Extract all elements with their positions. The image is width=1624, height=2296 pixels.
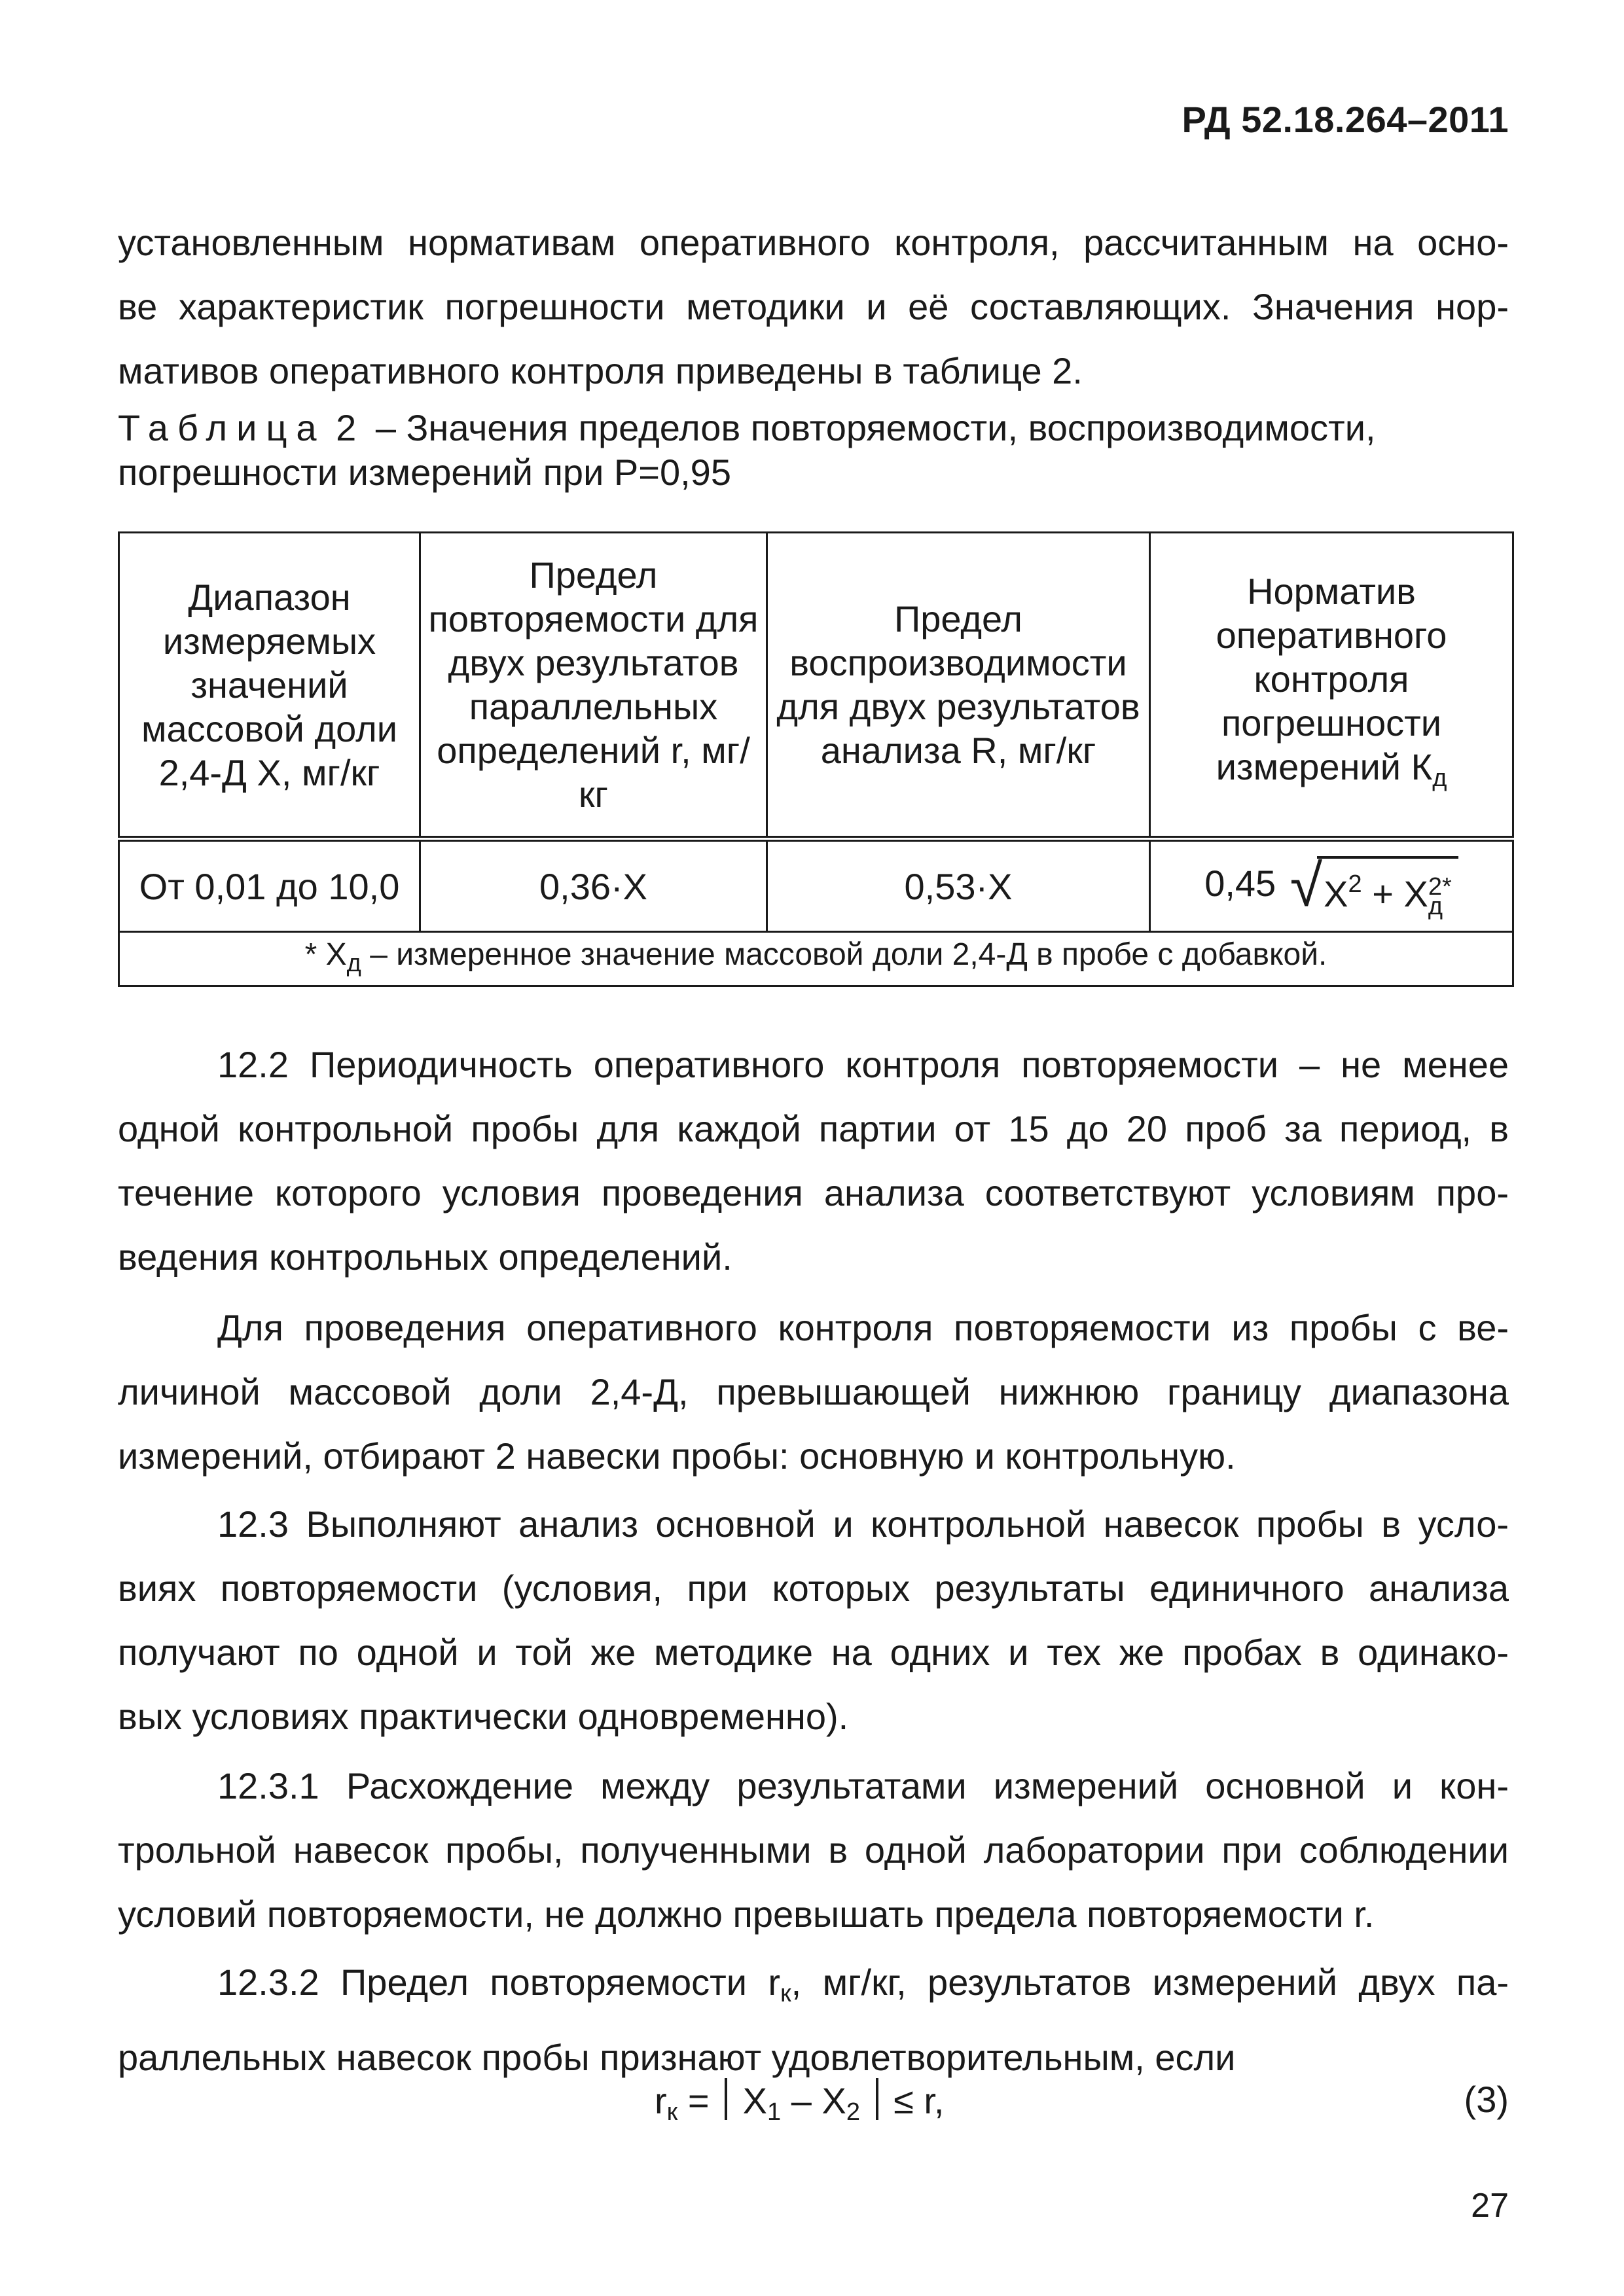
- header-norm-text: Норматив оперативного контроля погрешности измерений К: [1216, 570, 1447, 787]
- text-line: мативов оперативного контроля приведены в таблице 2.: [118, 350, 1083, 391]
- table-caption-text-2: погрешности измерений при Р=0,95: [118, 452, 731, 493]
- table-caption-number: 2: [336, 407, 366, 448]
- formula-x1-sub: 1: [767, 2098, 782, 2126]
- page-number: 27: [1471, 2187, 1509, 2225]
- sub-xd: д: [1428, 893, 1443, 921]
- header-repeatability: Предел повторяемости для двух результатов параллельных определений r, мг/кг: [420, 533, 767, 839]
- footnote-sub: д: [346, 949, 361, 977]
- table-caption-label: Таблица: [118, 407, 326, 448]
- text-line: условий повторяемости, не должно превышать предела повторяемости r.: [118, 1893, 1375, 1935]
- text-line: ведения контрольных определений.: [118, 1236, 732, 1278]
- abs-bar-left: [725, 2078, 727, 2120]
- text-line: раллельных навесок пробы признают удовлетворительным, если: [118, 2037, 1236, 2078]
- plus-sign: +: [1372, 872, 1394, 914]
- table-header-row: [119, 533, 1513, 839]
- text-line: 12.2 Периодичность оперативного контроля повторяемости – не менее: [217, 1044, 1509, 1085]
- header-range: Диапазон измеряемых значений массовой доли 2,4-Д X, мг/кг: [119, 533, 420, 839]
- footnote-x: X: [325, 937, 347, 972]
- xd-indices: [1428, 873, 1452, 921]
- table-footnote-row: [119, 932, 1513, 986]
- formula-minus: –: [791, 2080, 812, 2121]
- text-line: виях повторяемости (условия, при которых результаты единичного анализа: [118, 1568, 1509, 1609]
- cell-repeatability: 0,36·X: [420, 839, 767, 932]
- table-caption: [118, 406, 1509, 495]
- text-line: 12.3.1 Расхождение между результатами измерений основной и кон-: [217, 1765, 1509, 1806]
- text-line: 12.3 Выполняют анализ основной и контрольной навесок пробы в усло-: [217, 1503, 1509, 1545]
- header-reproducibility: Предел воспроизводимости для двух результатов анализа R, мг/кг: [767, 533, 1150, 839]
- sqrt-sign-icon: √: [1290, 853, 1323, 919]
- document-code: РД 52.18.264–2011: [1182, 99, 1509, 140]
- cell-norm-formula: [1150, 839, 1513, 932]
- text-fragment: 12.3.2 Предел повторяемости r: [217, 1962, 781, 2003]
- text-line: ве характеристик погрешности методики и её составляющих. Значения нор-: [118, 286, 1509, 327]
- text-line: Для проведения оперативного контроля повторяемости из пробы с ве-: [217, 1307, 1509, 1348]
- var-xd: X: [1403, 872, 1428, 914]
- radicand: [1317, 856, 1458, 921]
- formula-x2-sub: 2: [846, 2098, 860, 2126]
- text-line: трольной навесок пробы, полученными в одной лаборатории при соблюдении: [118, 1829, 1509, 1871]
- table-row: [119, 839, 1513, 932]
- paragraph-12-3: [118, 1492, 1509, 1749]
- formula-lhs: r: [655, 2080, 667, 2121]
- formula-eq: =: [687, 2080, 710, 2121]
- pow-xd: 2*: [1428, 873, 1452, 901]
- text-line: измерений, отбирают 2 навески пробы: основную и контрольную.: [118, 1435, 1236, 1477]
- paragraph-12-3-2: [118, 1950, 1509, 2090]
- text-fragment: , мг/кг, результатов измерений двух па-: [791, 1962, 1509, 2003]
- text-line: получают по одной и той же методике на одних и тех же пробах в одинако-: [118, 1632, 1509, 1673]
- abs-bar-right: [876, 2078, 878, 2120]
- formula-3: [655, 2078, 945, 2126]
- paragraph-12-2: [118, 1033, 1509, 1289]
- norm-coefficient: 0,45: [1204, 862, 1276, 904]
- formula-x1: X: [742, 2080, 768, 2121]
- paragraph-12-3-1: [118, 1754, 1509, 1946]
- formula-number: (3): [1464, 2079, 1509, 2120]
- formula-le: ≤: [893, 2080, 914, 2121]
- cell-range: От 0,01 до 10,0: [119, 839, 420, 932]
- table-footnote: [119, 932, 1513, 986]
- header-norm-sub: д: [1432, 764, 1447, 792]
- formula-rhs: r,: [924, 2080, 945, 2121]
- norms-table: [118, 531, 1514, 987]
- footnote-text: – измеренное значение массовой доли 2,4-Д в пробе с добавкой.: [370, 937, 1327, 972]
- header-norm: [1150, 533, 1513, 839]
- table-caption-dash: –: [375, 407, 397, 448]
- sqrt-expression: [1286, 853, 1458, 921]
- text-line: одной контрольной пробы для каждой партии от 15 до 20 проб за период, в: [118, 1108, 1509, 1149]
- text-line: течение которого условия проведения анализа соответствуют условиям про-: [118, 1172, 1509, 1213]
- text-line: личиной массовой доли 2,4-Д, превышающей нижнюю границу диапазона: [118, 1371, 1509, 1412]
- var-x: X: [1324, 872, 1348, 914]
- text-line: [118, 1950, 1509, 2026]
- intro-paragraph: [118, 211, 1509, 403]
- footnote-star: *: [304, 937, 317, 972]
- text-line: вых условиях практически одновременно).: [118, 1696, 849, 1737]
- formula-x2: X: [821, 2080, 846, 2121]
- cell-reproducibility: 0,53·X: [767, 839, 1150, 932]
- paragraph-sampling: [118, 1296, 1509, 1488]
- formula-lhs-sub: к: [666, 2098, 678, 2126]
- pow-x: 2: [1348, 870, 1362, 898]
- table-caption-text: Значения пределов повторяемости, воспроизводимости,: [406, 407, 1376, 448]
- text-line: установленным нормативам оперативного контроля, рассчитанным на осно-: [118, 222, 1509, 263]
- subscript-k: к: [780, 1980, 791, 2007]
